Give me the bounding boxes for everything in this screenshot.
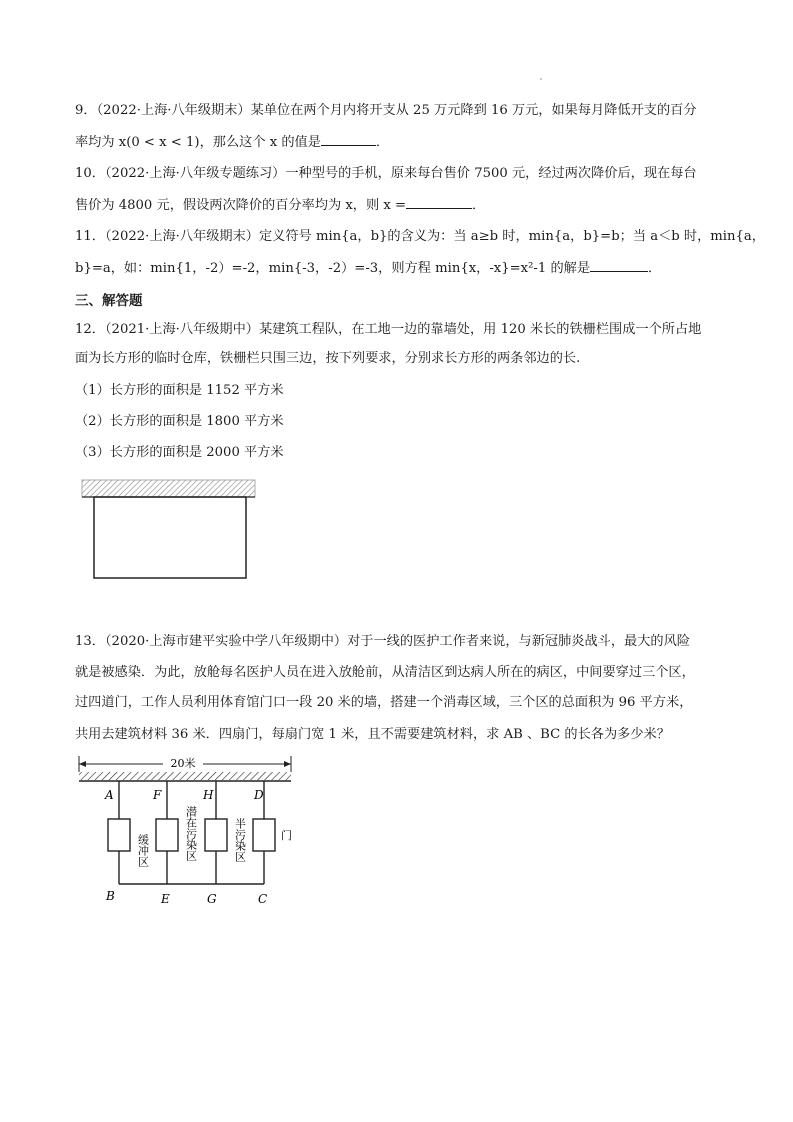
door-label: 门 <box>281 829 292 842</box>
q11-line2-text: b}=a，如：min{1，-2）=-2，min{-3，-2）=-3，则方程 min{x，-x}=x²-1 的解是 <box>75 261 591 276</box>
label-D: D <box>254 788 264 802</box>
q12-figure <box>80 478 260 584</box>
door-4 <box>253 819 275 851</box>
door-2 <box>156 819 178 851</box>
q11-line1: 11．（2022·上海·八年级期末）定义符号 min{a，b}的含义为：当 a≥b 时，min{a，b}=b；当 a＜b 时，min{a， <box>75 229 765 244</box>
dim-arrow-left <box>79 761 86 767</box>
scan-speck <box>540 78 542 80</box>
q12-rectangle-fence <box>94 497 246 578</box>
q9-line2-end: ． <box>375 135 390 150</box>
q13-line2: 就是被感染．为此，放舱每名医护人员在进入放舱前，从清洁区到达病人所在的病区，中间要穿过三个区， <box>75 665 695 680</box>
q11-answer-blank[interactable] <box>590 257 648 272</box>
door-3 <box>205 819 227 851</box>
q12-sub3: （3）长方形的面积是 2000 平方米 <box>75 445 284 460</box>
q13-figure <box>75 750 300 910</box>
q10-answer-blank[interactable] <box>406 194 472 209</box>
q11-line2 <box>75 257 661 278</box>
label-E: E <box>161 892 170 906</box>
door-1 <box>108 819 130 851</box>
q13-line3: 过四道门，工作人员利用体育馆门口一段 20 米的墙，搭建一个消毒区域，三个区的总面积为 96 平方米， <box>75 695 693 710</box>
q12-sub2: （2）长方形的面积是 1800 平方米 <box>75 414 284 429</box>
dim-label: 20米 <box>170 757 196 770</box>
q9-line2-text: 率均为 x(0 < x < 1)，那么这个 x 的值是 <box>75 135 321 150</box>
label-B: B <box>106 889 115 903</box>
q10-line1: 10．（2022·上海·八年级专题练习）一种型号的手机，原来每台售价 7500 元，经过两次降价后，现在每台 <box>75 166 697 181</box>
dim-arrow-right <box>284 761 291 767</box>
zone-semi-contamination-label: 半污染区 <box>233 818 247 862</box>
q13-wall-hatch <box>79 772 291 780</box>
zone-buffer-label: 缓冲区 <box>136 834 150 867</box>
label-H: H <box>203 788 214 802</box>
q12-sub1: （1）长方形的面积是 1152 平方米 <box>75 383 284 398</box>
q12-wall-hatch <box>82 480 255 497</box>
label-G: G <box>207 892 217 906</box>
q9-line2 <box>75 131 389 152</box>
q11-line2-end: ． <box>648 261 662 276</box>
section-title-answer-questions: 三、解答题 <box>75 293 143 309</box>
q9-line1: 9．（2022·上海·八年级期末）某单位在两个月内将开支从 25 万元降到 16 万元，如果每月降低开支的百分 <box>75 103 697 118</box>
q10-line2 <box>75 194 485 215</box>
q9-answer-blank[interactable] <box>321 131 376 146</box>
label-C: C <box>258 892 268 906</box>
label-A: A <box>105 788 114 802</box>
label-F: F <box>153 788 162 802</box>
q12-line2: 面为长方形的临时仓库，铁栅栏只围三边，按下列要求，分别求长方形的两条邻边的长. <box>75 351 581 366</box>
q13-line4: 共用去建筑材料 36 米．四扇门，每扇门宽 1 米，且不需要建筑材料，求 AB 、BC 的长各为多少米？ <box>75 727 670 742</box>
q10-line2-end: ． <box>472 198 486 213</box>
zone-potential-contamination-label: 潜在污染区 <box>184 806 198 861</box>
q13-line1: 13．（2020·上海市建平实验中学八年级期中）对于一线的医护工作者来说，与新冠肺炎战斗，最大的风险 <box>75 634 690 649</box>
q12-line1: 12．（2021·上海·八年级期中）某建筑工程队，在工地一边的靠墙处，用 120 米长的铁栅栏围成一个所占地 <box>75 322 702 337</box>
q10-line2-text: 售价为 4800 元，假设两次降价的百分率均为 x，则 x = <box>75 198 407 213</box>
